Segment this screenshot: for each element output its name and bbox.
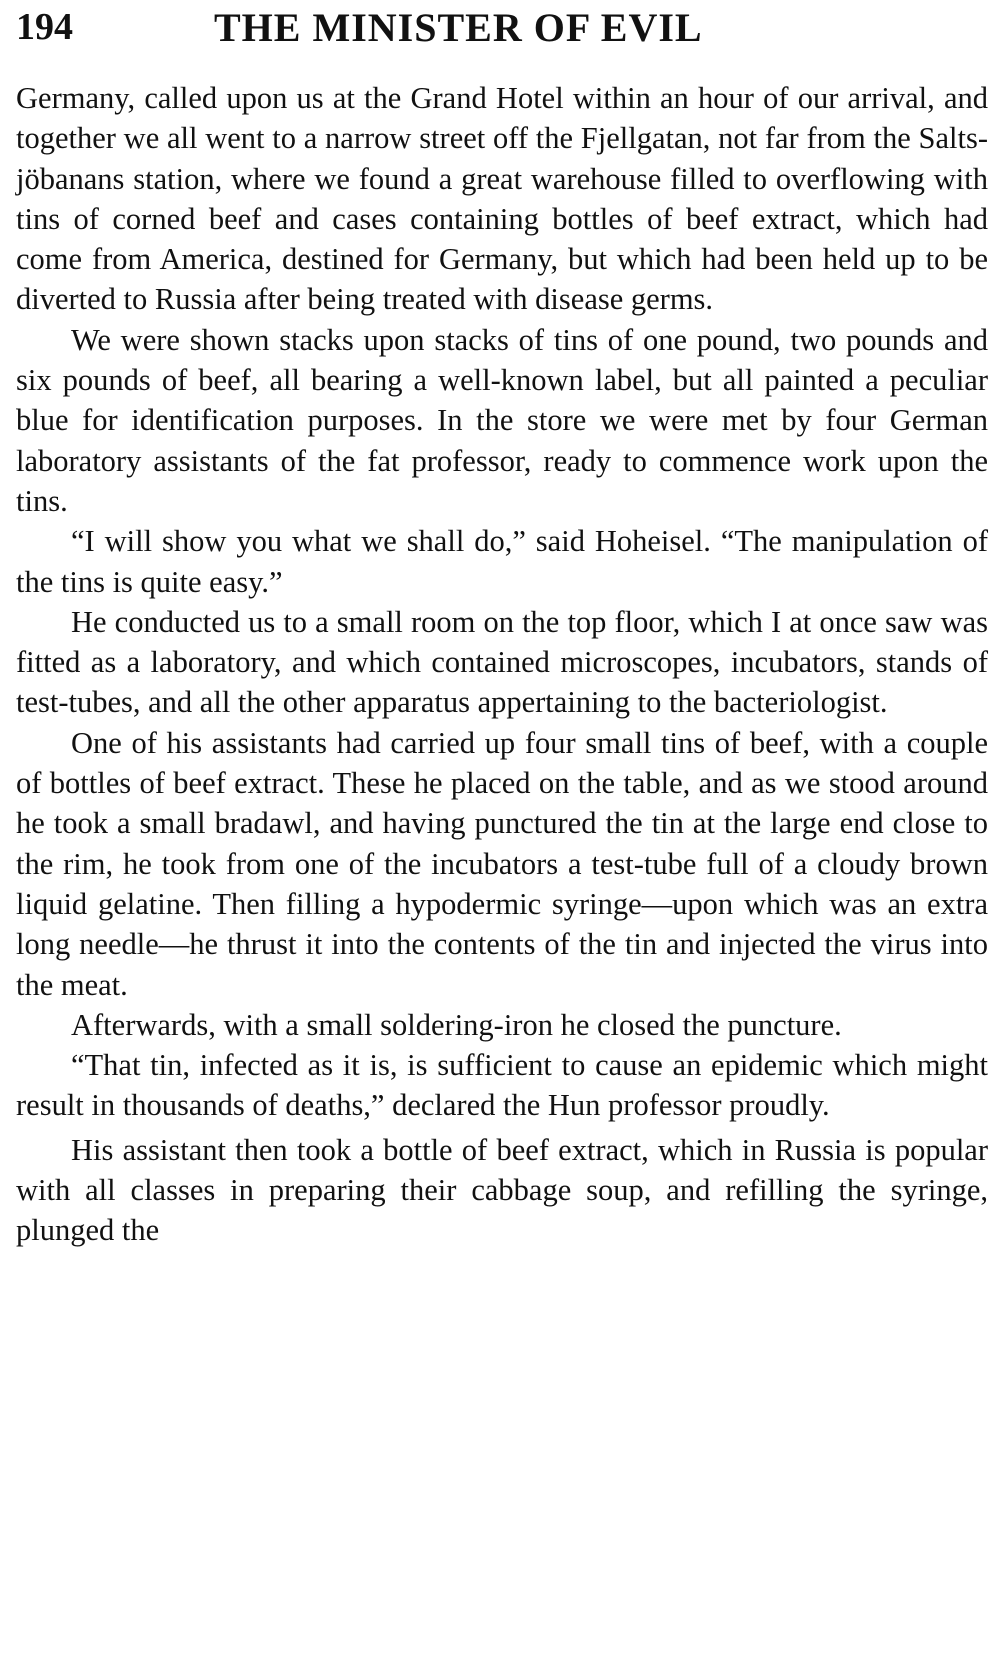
body-text: [16, 78, 988, 1251]
paragraph-4: He conducted us to a small room on the top floor, which I at once saw was fitted as a laboratory, and which contained microscopes, incubators, stands of test-tubes, and all the other apparatus appertaining to the bacteriologist.: [16, 604, 988, 720]
running-title: THE MINISTER OF EVIL: [214, 5, 703, 50]
paragraph-8: His assistant then took a bottle of beef extract, which in Russia is popular with all classes in preparing their cabbage soup, and refilling the syringe, plunged the: [16, 1132, 988, 1248]
paragraph-6: Afterwards, with a small soldering-iron he closed the puncture.: [71, 1007, 842, 1042]
paragraph-5: One of his assistants had carried up four small tins of beef, with a couple of bottles of beef extract. These he placed on the table, and as we stood around he took a small bradawl, and having punctured the tin at the large end close to the rim, he took from one of the incubators a test-tube full of a cloudy brown liquid gelatine. Then filling a hypodermic syringe—upon which was an extra long needle—he thrust it into the contents of the tin and injected the virus into the meat.: [16, 725, 988, 1002]
paragraph-2: We were shown stacks upon stacks of tins of one pound, two pounds and six pounds of beef, all bearing a well-known label, but all painted a peculiar blue for identification purposes. In the store we were met by four German laboratory assistants of the fat professor, ready to commence work upon the tins.: [16, 322, 988, 518]
paragraph-1: Germany, called upon us at the Grand Hotel within an hour of our arrival, and together we all went to a narrow street off the Fjellgatan, not far from the Salts-jöbanans station, where we found a great warehouse filled to overflowing with tins of corned beef and cases containing bottles of beef extract, which had come from America, destined for Germany, but which had been held up to be diverted to Russia after being treated with disease germs.: [16, 81, 988, 317]
running-head: [16, 0, 988, 62]
paragraph-3: “I will show you what we shall do,” said Hoheisel. “The manipulation of the tins is quite easy.”: [16, 524, 988, 599]
page-number: 194: [16, 6, 73, 48]
book-page: [16, 0, 988, 1251]
paragraph-7: “That tin, infected as it is, is sufficient to cause an epidemic which might result in thousands of deaths,” declared the Hun professor proudly.: [16, 1048, 988, 1123]
